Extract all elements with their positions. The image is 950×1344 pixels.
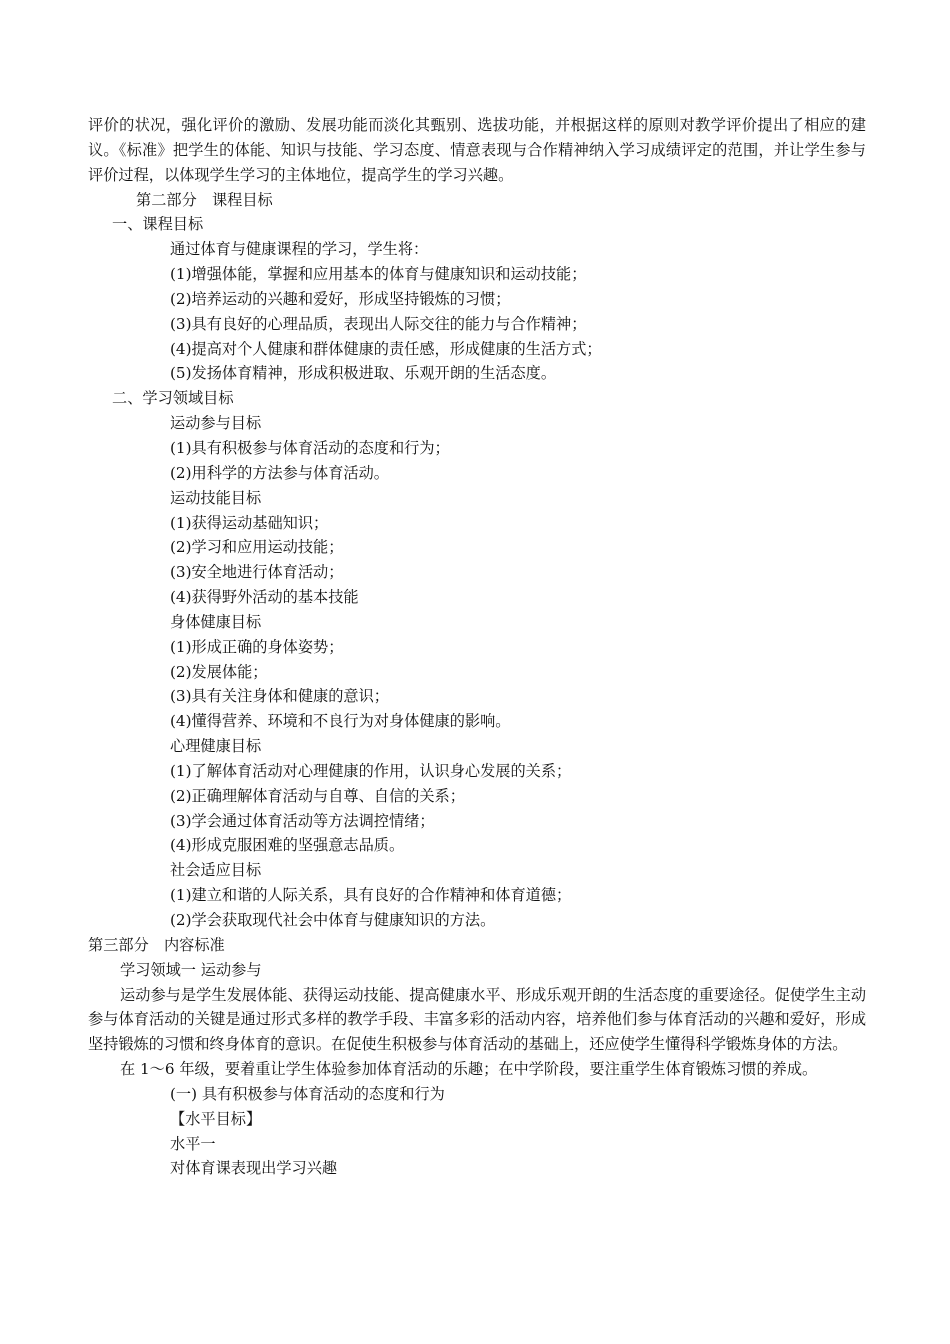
group-item: (3)具有关注身体和健康的意识；	[170, 687, 389, 706]
group-item: (4)获得野外活动的基本技能	[170, 588, 359, 607]
group-item: (2)用科学的方法参与体育活动。	[170, 463, 389, 482]
domain-title: 学习领域一 运动参与	[120, 960, 262, 979]
group-item: (1)获得运动基础知识；	[170, 513, 329, 532]
part3-heading: 第三部分 内容标准	[88, 935, 225, 954]
section2-title: 二、学习领域目标	[112, 389, 234, 408]
group-item: (1)形成正确的身体姿势；	[170, 637, 344, 656]
part3-paragraph1: 运动参与是学生发展体能、获得运动技能、提高健康水平、形成乐观开朗的生活态度的重要途径。促使学生主动参与体育活动的关键是通过形式多样的教学手段、丰富多彩的活动内容，培养他们参与体育活动的兴趣和爱好，形成坚持锻炼的习惯和终身体育的意识。在促使生积极参与体育活动的基础上，还应使学生懂得科学锻炼身体的方法。	[88, 985, 866, 1054]
part2-heading: 第二部分 课程目标	[136, 190, 273, 209]
goal-item: (3)具有良好的心理品质，表现出人际交往的能力与合作精神；	[170, 314, 587, 333]
group-title: 运动参与目标	[170, 414, 262, 433]
group-title: 身体健康目标	[170, 612, 262, 631]
goal-item: (1)增强体能，掌握和应用基本的体育与健康知识和运动技能；	[170, 265, 587, 284]
group-item: (1)建立和谐的人际关系，具有良好的合作精神和体育道德；	[170, 886, 572, 905]
goal-item: (5)发扬体育精神，形成积极进取、乐观开朗的生活态度。	[170, 364, 557, 383]
group-item: (1)了解体育活动对心理健康的作用，认识身心发展的关系；	[170, 761, 572, 780]
section1-lead: 通过体育与健康课程的学习，学生将：	[170, 240, 429, 259]
section1-title: 一、课程目标	[112, 215, 204, 234]
group-title: 社会适应目标	[170, 861, 262, 880]
group-item: (1)具有积极参与体育活动的态度和行为；	[170, 438, 450, 457]
group-title: 运动技能目标	[170, 488, 262, 507]
group-item: (3)安全地进行体育活动；	[170, 563, 344, 582]
group-title: 心理健康目标	[170, 737, 262, 756]
bracket-title: 【水平目标】	[170, 1109, 262, 1128]
group-item: (4)形成克服困难的坚强意志品质。	[170, 836, 405, 855]
goal-item: (4)提高对个人健康和群体健康的责任感，形成健康的生活方式；	[170, 339, 602, 358]
goal-item: (2)培养运动的兴趣和爱好，形成坚持锻炼的习惯；	[170, 289, 511, 308]
group-item: (4)懂得营养、环境和不良行为对身体健康的影响。	[170, 712, 511, 731]
group-item: (2)学习和应用运动技能；	[170, 538, 344, 557]
document-page	[88, 113, 866, 1181]
level-item: 对体育课表现出学习兴趣	[170, 1159, 338, 1178]
intro-paragraph: 评价的状况，强化评价的激励、发展功能而淡化其甄别、选拔功能，并根据这样的原则对教学评价提出了相应的建议。《标准》把学生的体能、知识与技能、学习态度、情意表现与合作精神纳入学习成绩评定的范围，并让学生参与评价过程，以体现学生学习的主体地位，提高学生的学习兴趣。	[88, 116, 866, 184]
group-item: (2)发展体能；	[170, 662, 268, 681]
level-title: 水平一	[170, 1134, 216, 1153]
group-item: (2)正确理解体育活动与自尊、自信的关系；	[170, 786, 465, 805]
subsection-title: (一) 具有积极参与体育活动的态度和行为	[170, 1084, 445, 1103]
group-item: (2)学会获取现代社会中体育与健康知识的方法。	[170, 911, 496, 929]
part3-paragraph2: 在 1～6 年级，要着重让学生体验参加体育活动的乐趣；在中学阶段，要注重学生体育锻炼习惯的养成。	[120, 1060, 818, 1079]
group-item: (3)学会通过体育活动等方法调控情绪；	[170, 811, 435, 830]
